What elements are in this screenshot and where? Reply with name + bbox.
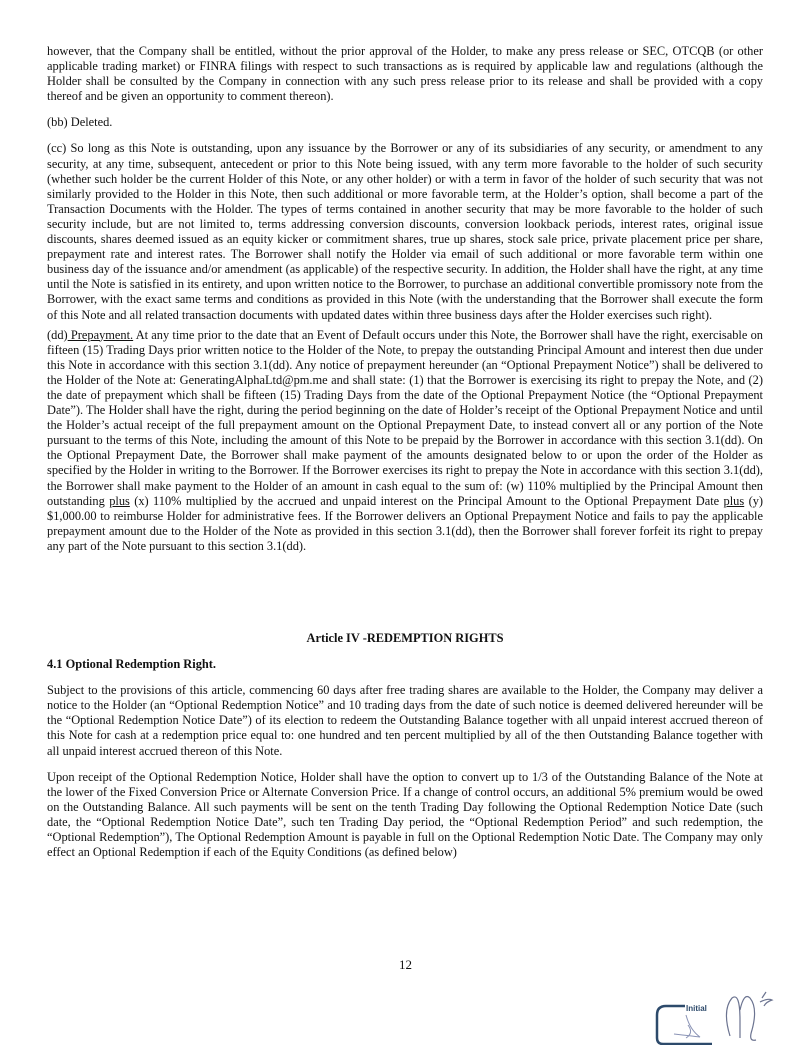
document-page bbox=[47, 44, 763, 860]
plus-term-2: plus bbox=[723, 493, 745, 508]
paragraph-cc: (cc) So long as this Note is outstanding, upon any issuance by the Borrower or any of its subsidiaries of any security, or amendment to any security, at any time, subsequent, antecedent or prior to this Note being issued, with any term more favorable to the holder of such security (whether such holder be the current Holder of this Note, or any other holder) or with a term in favor of the holder of such security that was not similarly provided to the Holder in this Note, then such additional or more favorable term, at the Holder’s option, shall become a part of the Transaction Documents with the Holder. The types of terms contained in another security that may be more favorable to the holder of such security include, but are not limited to, terms addressing conversion discounts, conversion lookback periods, interest rates, original issue discounts, shares deemed issued as an equity kicker or commitment shares, true up shares, stock sale price, private placement price per share, prepayment rate and interest rates. The Borrower shall notify the Holder via email of such additional or more favorable term within one business day of the issuance and/or amendment (as applicable) of the respective security. In addition, the Holder shall have the right, at any time until the Note is satisfied in its entirety, and upon written notice to the Borrower, to purchase an additional convertible promissory note from the Borrower, with the exact same terms and conditions as provided in this Note (with the understanding that the Borrower shall execute the form of this Note and all related transaction documents with updated dates within three business days after the Holder exercises such right). bbox=[47, 141, 763, 322]
initial-label: Initial bbox=[686, 1004, 707, 1013]
paragraph-aa-continuation: however, that the Company shall be entitled, without the prior approval of the Holder, to make any press release or SEC, OTCQB (or other applicable trading market) or FINRA filings with respect to such transactions as is required by applicable law and regulations (although the Holder shall be consulted by the Company in connection with any such press release prior to its release and shall be provided with a copy thereof and be given an opportunity to comment thereon). bbox=[47, 44, 763, 104]
paragraph-bb: (bb) Deleted. bbox=[47, 115, 113, 130]
plus-term-1: plus bbox=[109, 493, 130, 508]
section-heading: 4.1 Optional Redemption Right. bbox=[47, 657, 217, 672]
initial-scribble bbox=[674, 1015, 700, 1038]
paragraph-4-1-b: Upon receipt of the Optional Redemption Notice, Holder shall have the option to convert up to 1/3 of the Outstanding Balance of the Note at the lower of the Fixed Conversion Price or Alternate Conversion Price. If a change of control occurs, an additional 5% premium would be owed on the Outstanding Balance. All such payments will be sent on the tenth Trading Day following the Optional Redemption Notice Date (such date, the “Optional Redemption Notice Date”, such ten Trading Day period, the “Optional Redemption Period” and such redemption, the “Optional Redemption”), The Optional Redemption Amount is payable in full on the Optional Redemption Notic Date. The Company may only effect an Optional Redemption if each of the Equity Conditions (as defined below) bbox=[47, 769, 763, 860]
page-number: 12 bbox=[399, 957, 412, 972]
paragraph-4-1-a: Subject to the provisions of this article, commencing 60 days after free trading shares are available to the Holder, the Company may deliver a notice to the Holder (an “Optional Redemption Notice” and 10 trading days from the date of such notice is deemed delivered hereunder will be the “Optional Redemption Notice Date”) of its election to redeem the Outstanding Balance together with all unpaid interest accrued thereon of this Note for cash at a redemption price equal to: one hundred and ten percent multiplied by all of the then Outstanding Balance together with all unpaid interest accrued thereon of this Note. bbox=[47, 683, 763, 758]
paragraph-dd-text-1: At any time prior to the date that an Event of Default occurs under this Note, the Borrower shall have the right, exercisable on fifteen (15) Trading Days prior written notice to the Holder of the Note, to prepay the outstanding Principal Amount and interest then due under this Note in accordance with this section 3.1(dd). Any notice of prepayment hereunder (an “Optional Prepayment Notice”) shall be delivered to the Holder of the Note at: GeneratingAlphaLtd@pm.me and shall state: (1) that the Borrower is exercising its right to prepay the Note, and (2) the date of prepayment which shall be fifteen (15) Trading Days from the date of the Optional Prepayment Notice (the “Optional Prepayment Date”). The Holder shall have the right, during the period beginning on the date of Holder’s receipt of the Optional Prepayment Notice and until the Holder’s actual receipt of the full prepayment amount on the Optional Prepayment Date, to instead convert all or any portion of the Note pursuant to the terms of this Note, including the amount of this Note to be prepaid by the Borrower in accordance with this section 3.1(dd). On the Optional Prepayment Date, the Borrower shall make payment of the amounts designated below to or upon the order of the Holder as specified by the Holder in writing to the Borrower. If the Borrower exercises its right to prepay the Note in accordance with this section 3.1(dd), the Borrower shall make payment to the Holder of an amount in cash equal to the sum of: (w) 110% multiplied by the Principal Amount then outstanding bbox=[47, 327, 763, 508]
paragraph-dd-text-3: (y) $1,000.00 to reimburse Holder for administrative fees. If the Borrower delivers an Optional Prepayment Notice and fails to pay the applicable prepayment amount due to the Holder of the Note as provided in this section 3.1(dd), then the Borrower shall forever forfeit its right to prepay any part of the Note pursuant to this section 3.1(dd). bbox=[47, 493, 764, 553]
article-heading: Article IV -REDEMPTION RIGHTS bbox=[306, 631, 504, 645]
initial-box-icon bbox=[652, 990, 792, 1045]
paragraph-dd-prefix: (dd) bbox=[47, 327, 68, 342]
signature-mark bbox=[726, 992, 772, 1040]
paragraph-dd bbox=[47, 328, 763, 554]
paragraph-dd-text-2: (x) 110% multiplied by the accrued and unpaid interest on the Principal Amount to the Optional Prepayment Date bbox=[129, 493, 724, 508]
paragraph-dd-title: Prepayment. bbox=[67, 327, 134, 342]
initial-signature-block bbox=[652, 990, 792, 1045]
